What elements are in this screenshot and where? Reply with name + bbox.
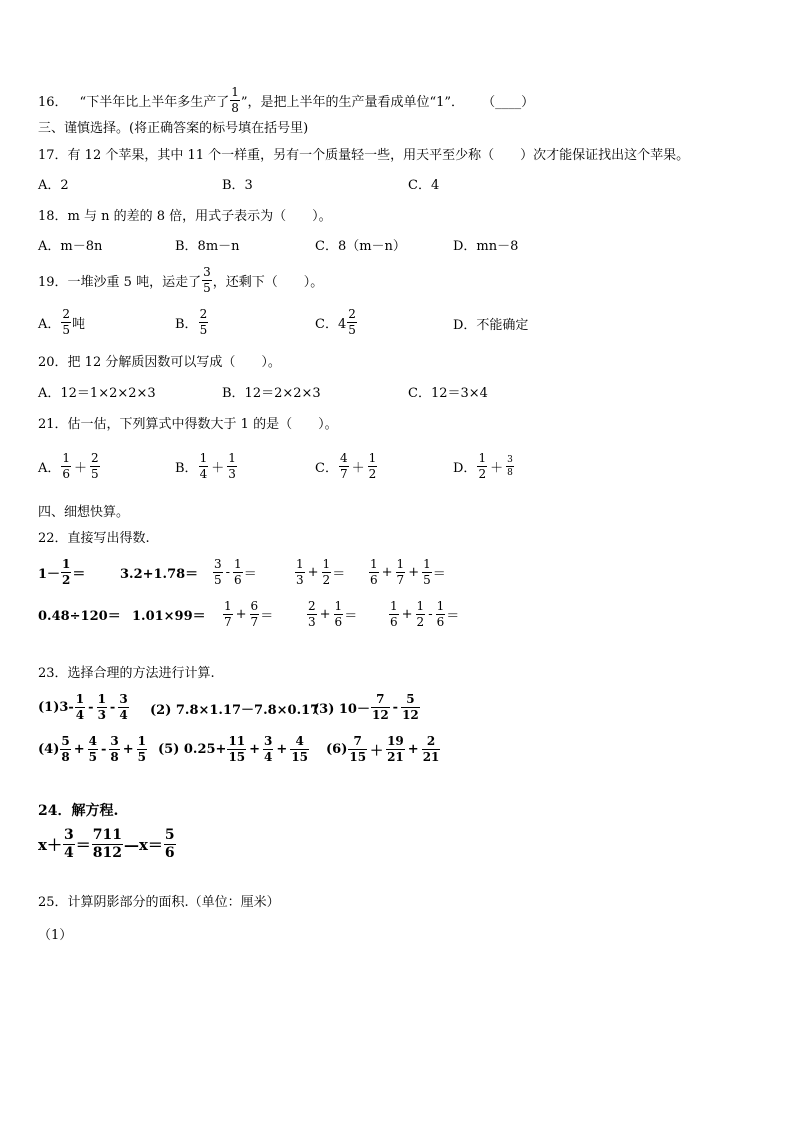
problem-3: (3) 10－ $\frac{7}{12}$ - $\frac{5}{12}$ <box>313 692 419 722</box>
question-text: 19．一堆沙重 5 吨，运走了 <box>38 275 202 290</box>
fraction: $\frac{2}{5}$ <box>348 307 356 337</box>
fraction: $\frac{2}{5}$ <box>62 307 71 337</box>
fraction: $\frac{2}{5}$ <box>91 451 99 481</box>
option-b[interactable]: B． $\frac{1}{4}$ ＋ $\frac{1}{3}$ <box>175 451 236 481</box>
question-25-title: 25．计算阴影部分的面积.（单位：厘米） <box>38 895 280 910</box>
option-a[interactable]: A． $\frac{1}{6}$ ＋ $\frac{2}{5}$ <box>38 451 99 481</box>
section-heading-4: 四、细想快算。 <box>38 505 130 520</box>
question-text: ，还剩下（ ）。 <box>212 275 324 290</box>
question-16 <box>38 86 534 115</box>
expression: 0.48÷120＝ <box>38 609 121 624</box>
option-c[interactable]: C．8（m－n） <box>315 239 406 254</box>
question-19 <box>38 266 323 295</box>
question-22-title: 22．直接写出得数. <box>38 531 150 546</box>
option-c[interactable]: C．4 <box>408 178 440 193</box>
fraction: $\frac{1}{8}$ <box>231 85 239 115</box>
expression: $\frac{3}{5}$ - $\frac{1}{6}$ ＝ <box>214 557 257 587</box>
problem-4: (4) $\frac{5}{8}$ + $\frac{4}{5}$ - $\frac{3}{8}$ + $\frac{1}{5}$ <box>38 734 147 764</box>
question-number: 16． <box>38 95 68 110</box>
option-c[interactable]: C．12＝3×4 <box>408 386 488 401</box>
expression: 3.2+1.78＝ <box>120 567 199 582</box>
option-d[interactable]: D．mn－8 <box>453 239 519 254</box>
fraction: $\frac{1}{2}$ <box>478 451 487 481</box>
option-c[interactable]: C． $\frac{4}{7}$ ＋ $\frac{1}{2}$ <box>315 451 377 481</box>
question-24-title: 24．解方程. <box>38 803 119 819</box>
fraction: $\frac{1}{2}$ <box>62 557 71 587</box>
problem-2: (2) 7.8×1.17－7.8×0.17 <box>150 703 320 718</box>
question-17: 17．有 12 个苹果，其中 11 个一样重，另有一个质量轻一些，用天平至少称（ ）次才能保证找出这个苹果。 <box>38 148 690 163</box>
fraction: $\frac{1}{6}$ <box>62 451 71 481</box>
equation: x＋ $\frac{3}{4}$ ＝ $\frac{711}{812}$ —x＝ $\frac{5}{6}$ <box>38 827 175 861</box>
expression: $\frac{1}{6}$ + $\frac{1}{2}$ - $\frac{1}{6}$ ＝ <box>390 599 460 629</box>
expression: $\frac{1}{7}$ + $\frac{6}{7}$ ＝ <box>224 599 274 629</box>
option-a[interactable]: A．12＝1×2×2×3 <box>38 386 156 401</box>
problem-6: (6) $\frac{7}{15}$ ＋ $\frac{19}{21}$ + $\frac{2}{21}$ <box>326 734 440 764</box>
option-d[interactable]: D． $\frac{1}{2}$ ＋ $\frac{3}{8}$ <box>453 451 513 481</box>
option-d[interactable]: D．不能确定 <box>453 318 529 333</box>
sub-question-1: （1） <box>38 928 73 943</box>
fraction: $\frac{1}{4}$ <box>199 451 208 481</box>
fraction: $\frac{4}{7}$ <box>339 451 348 481</box>
answer-blank[interactable]: （____） <box>482 95 535 110</box>
fraction: $\frac{2}{5}$ <box>199 307 208 337</box>
question-20: 20．把 12 分解质因数可以写成（ ）。 <box>38 355 281 370</box>
option-a[interactable]: A． $\frac{2}{5}$ 吨 <box>38 307 86 337</box>
option-b[interactable]: B．12＝2×2×3 <box>222 386 321 401</box>
option-b[interactable]: B． $\frac{2}{5}$ <box>175 307 208 337</box>
fraction: $\frac{3}{5}$ <box>203 265 211 295</box>
expression: 1.01×99＝ <box>132 609 206 624</box>
option-c[interactable]: C．4 $\frac{2}{5}$ <box>315 307 356 337</box>
section-heading-3: 三、谨慎选择。(将正确答案的标号填在括号里) <box>38 121 309 136</box>
expression: $\frac{1}{6}$ + $\frac{1}{7}$ + $\frac{1}{5}$ ＝ <box>370 557 446 587</box>
expression: 1－ $\frac{1}{2}$ ＝ <box>38 557 86 587</box>
question-23-title: 23．选择合理的方法进行计算. <box>38 666 215 681</box>
option-b[interactable]: B．3 <box>222 178 253 193</box>
question-text: “下半年比上半年多生产了 <box>79 95 230 110</box>
expression: $\frac{2}{3}$ + $\frac{1}{6}$ ＝ <box>308 599 358 629</box>
fraction: $\frac{3}{8}$ <box>507 455 513 478</box>
question-18: 18．m 与 n 的差的 8 倍，用式子表示为（ ）。 <box>38 209 332 224</box>
option-a[interactable]: A．2 <box>38 178 69 193</box>
problem-5: (5) 0.25+ $\frac{11}{15}$ + $\frac{3}{4}$ + $\frac{4}{15}$ <box>158 734 309 764</box>
problem-1: (1)3- $\frac{1}{4}$ - $\frac{1}{3}$ - $\frac{3}{4}$ <box>38 692 128 722</box>
question-21: 21．估一估，下列算式中得数大于 1 的是（ ）。 <box>38 417 338 432</box>
expression: $\frac{1}{3}$ + $\frac{1}{2}$ ＝ <box>296 557 346 587</box>
option-a[interactable]: A．m－8n <box>38 239 103 254</box>
option-b[interactable]: B．8m－n <box>175 239 240 254</box>
fraction: $\frac{1}{3}$ <box>228 451 236 481</box>
question-text: ”，是把上半年的生产量看成单位“1”． <box>240 95 465 110</box>
fraction: $\frac{1}{2}$ <box>368 451 377 481</box>
